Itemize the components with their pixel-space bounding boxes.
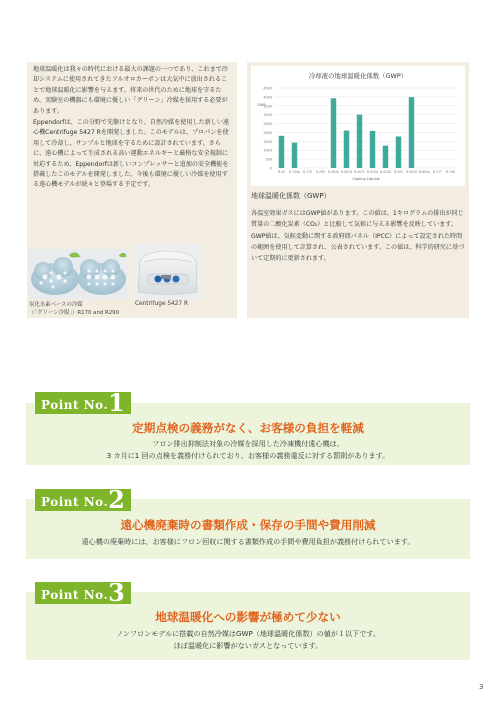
y-tick-label: 4500 — [263, 86, 272, 91]
point-1-body — [26, 438, 470, 461]
point-3-word: Point No. — [41, 588, 109, 602]
point-2-body — [26, 536, 470, 548]
intro-paragraph-2: Eppendorfは、この分野で先駆けとなり、自然冷媒を使用した新しい遠心機Centrifuge 5427 Rを開発しました。このモデルは、プロパンを使用して冷却し、サンプルと地球を守るために設計されています。さらに、遠心機によって生成される高い運動エネルギーと厳格な安全規制に対応するため、Eppendorfは新しいコンプレッサーと追加の安全機能を搭載したこのモデルを開発しました。今後も環境に優しい冷媒を使用する遠心機モデルが続々と登場する予定です。 — [33, 119, 229, 189]
x-tick-label: R-170 — [302, 170, 313, 174]
image-strip — [27, 242, 237, 318]
refrigerant-molecule-image — [29, 249, 127, 299]
point-2-word: Point No. — [41, 495, 109, 509]
x-tick-label: R-410A — [366, 170, 379, 174]
centrifuge-photo — [134, 244, 201, 299]
leaf-icon — [69, 253, 126, 258]
gwp-body-text: 各温室効果ガスにはGWP値があります。この値は、1キログラムの排出が同じ質量の二酸化炭素（CO₂）と比較して気候に与える影響を反映しています。GWP値は、気候変動に関する政府間パネル（IPCC）によって設定された時間の範囲を使用して計算され、公表されています。この値は、科学的研究に基づいて定期的に更新されます。 — [251, 210, 465, 263]
point-1-tag — [35, 388, 131, 417]
x-tick-label: R-600a — [419, 170, 430, 174]
y-tick-label: 2000 — [263, 130, 272, 135]
y-tick-label: 1000 — [263, 148, 272, 153]
bar-r-404a — [331, 98, 336, 168]
molecule-cloud-left — [31, 257, 79, 295]
refrigerant-caption-text: 炭化水素ベースの冷媒 （「グリーン冷媒」）R170 and R290 — [29, 302, 120, 316]
molecule-cloud-right — [78, 259, 126, 295]
x-tick-label: R-717 — [432, 170, 443, 174]
bar-r-407a — [344, 131, 349, 168]
bar-r-507a — [409, 97, 414, 168]
y-tick-label: 3000 — [263, 113, 272, 118]
page-number: 3 — [479, 683, 484, 691]
point-2-title: 遠心機廃棄時の書類作成・保存の手間や費用削減 — [120, 518, 376, 532]
point-3-title: 地球温暖化への影響が極めて少ない — [155, 610, 341, 624]
y-axis-label: GWP — [257, 103, 266, 107]
intro-text-box — [27, 62, 237, 248]
y-tick-label: 1500 — [263, 139, 272, 144]
x-tick-label: R-502 — [393, 170, 404, 174]
x-tick-label: R-290 — [315, 170, 326, 174]
bar-r-413a — [383, 146, 388, 168]
point-3-body-line-2: ほぼ温暖化に影響がないガスとなっています。 — [173, 640, 323, 650]
point-3-number: 3 — [108, 578, 125, 607]
point-1-body-line-1: フロン排出抑制法対象の冷媒を採用した冷凍機付遠心機は、 — [152, 439, 344, 448]
y-tick-label: 2500 — [263, 122, 272, 127]
centrifuge-caption: Centrifuge 5427 R — [135, 301, 188, 307]
gwp-chart-panel — [251, 66, 465, 186]
y-tick-label: 0 — [269, 166, 272, 171]
y-tick-label: 500 — [265, 157, 272, 162]
point-1-title: 定期点検の義務がなく、お客様の負担を軽減 — [132, 421, 364, 435]
point-1-number: 1 — [108, 388, 125, 417]
gwp-column — [247, 62, 469, 318]
x-tick-label: R-413A — [379, 170, 392, 174]
point-2-body-line-1: 遠心機の廃棄時には、お客様にフロン回収に関する書類作成の手間や費用負担が義務付けられています。 — [81, 537, 415, 546]
chart-title: 冷却液の地球温暖化係数（GWP） — [308, 72, 408, 80]
bar-r-134a — [292, 143, 297, 168]
y-tick-label: 3500 — [263, 104, 272, 109]
point-1-body-line-2: 3 カ月に1 回の点検を義務付けられており、お客様の義務違反に対する罰則があります。 — [106, 450, 390, 460]
x-tick-label: R-134a — [289, 170, 300, 174]
bar-r-502 — [396, 136, 401, 168]
y-tick-label: 4000 — [263, 95, 272, 100]
point-2-number: 2 — [108, 485, 125, 514]
point-2-tag — [35, 485, 131, 514]
x-tick-label: R-507A — [405, 170, 418, 174]
point-3-tag — [35, 578, 131, 607]
x-tick-label: R-22 — [277, 170, 286, 174]
refrigerant-caption — [29, 302, 129, 317]
x-axis-label: Cooling Liquids — [352, 177, 380, 181]
x-tick-label: R-407A — [340, 170, 353, 174]
x-tick-label: R-404A — [327, 170, 340, 174]
bar-r-407c — [357, 115, 362, 168]
gwp-heading: 地球温暖化係数（GWP） — [251, 192, 331, 200]
gwp-bar-chart — [251, 66, 465, 186]
bar-r-22 — [279, 136, 284, 168]
point-3-body-line-1: ノンフロンモデルに搭載の自然冷媒はGWP（地球温暖化係数）の値が１以下です。 — [116, 629, 380, 638]
point-3-body — [26, 628, 470, 651]
point-1-word: Point No. — [41, 398, 109, 412]
intro-paragraph-1: 地球温暖化は我々の時代における最大の課題の一つであり、これまで冷却システムに使用されてきたフルオロカーボンは大気中に放出されることで地球温暖化に影響を与えます。将来の世代のために地球を守るため、実験室の機器にも環境に優しい「グリーン」冷媒を採用する必要があります。 — [33, 66, 228, 115]
x-tick-label: R-744 — [445, 170, 456, 174]
bar-r-410a — [370, 131, 375, 168]
x-tick-label: R-407C — [353, 170, 366, 174]
